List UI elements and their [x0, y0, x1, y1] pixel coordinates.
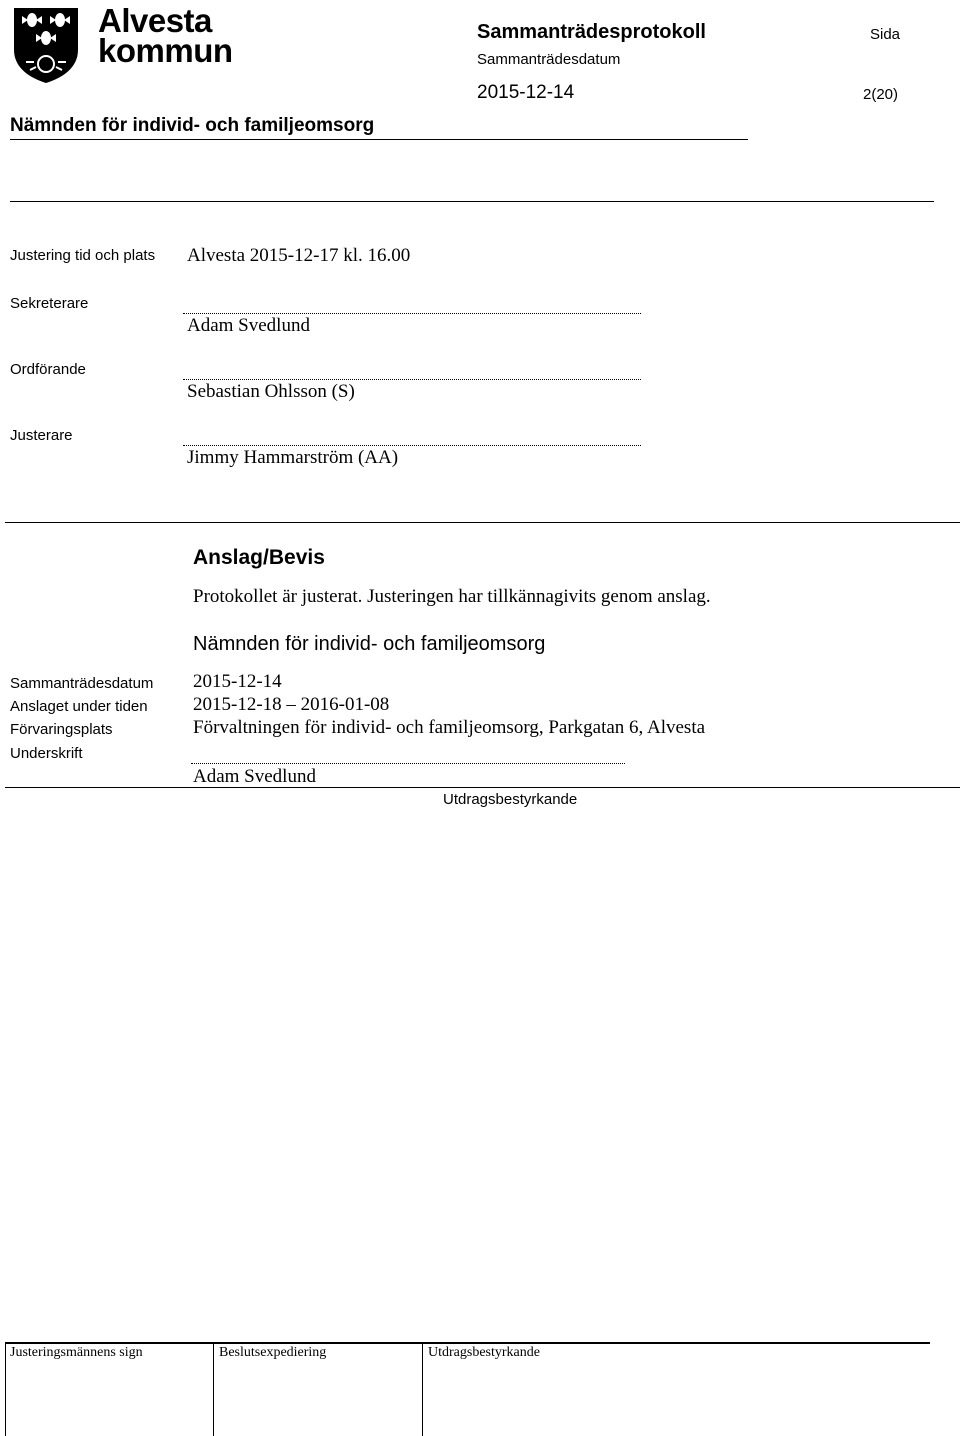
organization-name: Nämnden för individ- och familjeomsorg — [10, 115, 375, 136]
chairman-label: Ordförande — [10, 361, 86, 378]
anslag-text: Protokollet är justerat. Justeringen har tillkännagivits genom anslag. — [193, 586, 711, 607]
anslag-period-value: 2015-12-18 – 2016-01-08 — [193, 694, 390, 715]
logo-line-1: Alvesta — [98, 2, 212, 39]
footer-cell-sign: Justeringsmännens sign — [10, 1345, 143, 1360]
secretary-label: Sekreterare — [10, 295, 89, 312]
page-label: Sida — [870, 26, 901, 43]
anslag-signer-name: Adam Svedlund — [193, 766, 316, 787]
section-divider-anslag — [5, 522, 960, 523]
header-divider — [10, 139, 748, 140]
logo-wordmark — [98, 2, 233, 69]
footer-cell-utdrag: Utdragsbestyrkande — [428, 1345, 540, 1360]
footer-divider-left — [5, 1343, 6, 1436]
adjuster-name: Jimmy Hammarström (AA) — [187, 447, 399, 468]
document-title: Sammanträdesprotokoll — [477, 21, 706, 43]
logo-line-2: kommun — [98, 32, 233, 69]
chairman-signature-line — [183, 379, 641, 380]
justering-value: Alvesta 2015-12-17 kl. 16.00 — [187, 245, 411, 266]
storage-label: Förvaringsplats — [10, 721, 113, 738]
coat-of-arms-icon — [10, 4, 82, 84]
section-divider-top — [10, 201, 934, 202]
anslag-date-label: Sammanträdesdatum — [10, 675, 154, 692]
extract-certification-label: Utdragsbestyrkande — [443, 791, 578, 808]
footer-cell-expediering: Beslutsexpediering — [219, 1345, 327, 1360]
signature-label: Underskrift — [10, 745, 83, 762]
footer-divider-1 — [213, 1343, 214, 1436]
secretary-signature-line — [183, 313, 641, 314]
adjuster-signature-line — [183, 445, 641, 446]
anslag-organization: Nämnden för individ- och familjeomsorg — [193, 633, 546, 655]
footer-top-border — [5, 1342, 930, 1344]
page-number: 2(20) — [863, 86, 899, 103]
anslag-signature-line — [191, 763, 625, 764]
storage-value: Förvaltningen för individ- och familjeomsorg, Parkgatan 6, Alvesta — [193, 717, 706, 738]
alvesta-kommun-logo — [10, 4, 240, 84]
justering-label: Justering tid och plats — [10, 247, 156, 264]
anslag-period-label: Anslaget under tiden — [10, 698, 148, 715]
chairman-name: Sebastian Ohlsson (S) — [187, 381, 355, 402]
footer-divider-2 — [422, 1343, 423, 1436]
meeting-date-label: Sammanträdesdatum — [477, 51, 621, 68]
meeting-date: 2015-12-14 — [477, 82, 575, 103]
secretary-name: Adam Svedlund — [187, 315, 310, 336]
section-divider-bottom — [5, 787, 960, 788]
adjuster-label: Justerare — [10, 427, 73, 444]
anslag-date-value: 2015-12-14 — [193, 671, 282, 692]
anslag-heading: Anslag/Bevis — [193, 546, 325, 569]
